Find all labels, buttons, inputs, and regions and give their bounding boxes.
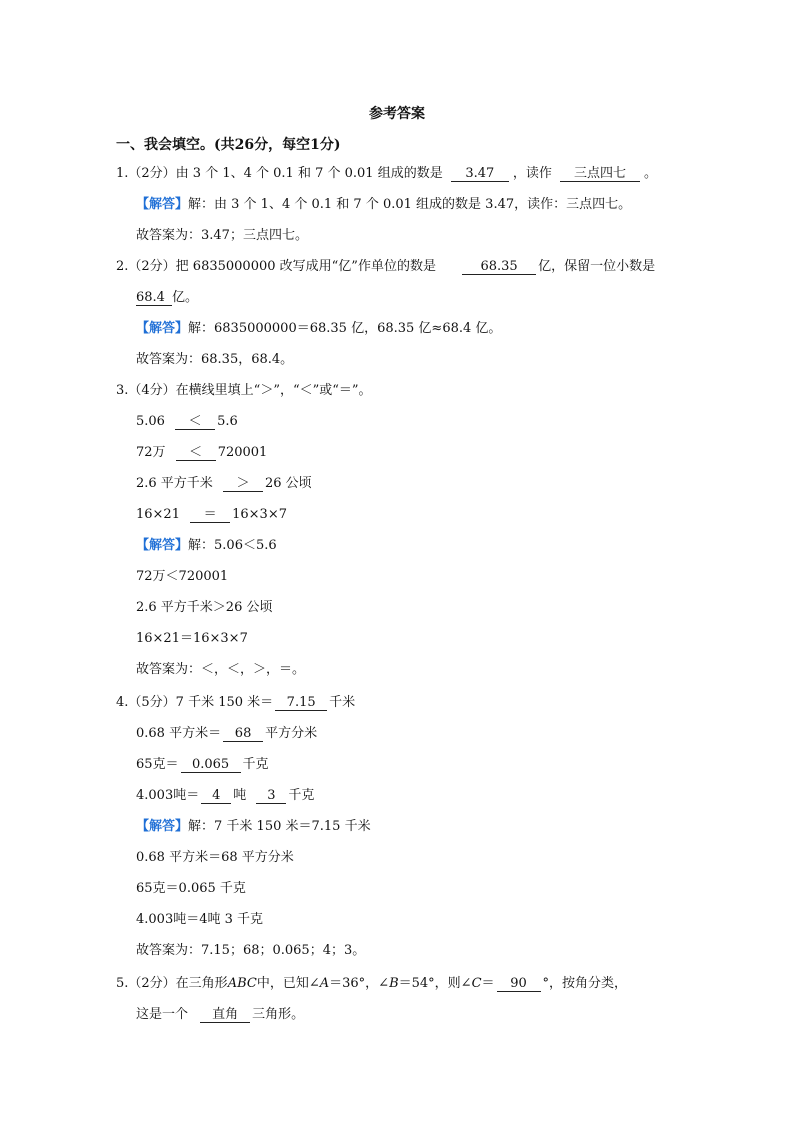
answer-line-3: 故答案为：＜，＜，＞，＝。: [136, 662, 306, 677]
question-text: 亿，保留一位小数是: [538, 259, 656, 274]
question-text: 2.（2分）把 6835000000 改写成用“亿”作单位的数是: [116, 259, 436, 274]
question-2-cont: [136, 289, 198, 307]
question-text: ＝36°，∠: [329, 976, 390, 991]
angle-label: C: [471, 976, 482, 991]
page-title: 参考答案: [369, 106, 425, 122]
answer-blank: 3.47: [451, 166, 509, 182]
answer-blank: 68.35: [462, 259, 536, 275]
row-left: 16×21: [136, 507, 180, 522]
row-left: 65克＝: [136, 757, 179, 772]
solution-text: 72万＜720001: [136, 569, 229, 584]
compare-row: [136, 506, 287, 524]
triangle-name: ABC: [227, 976, 257, 991]
solution-4: [136, 818, 371, 836]
answer-line-1: 故答案为：3.47；三点四七。: [136, 228, 308, 243]
question-4: [116, 694, 355, 712]
answer-blank: ＜: [176, 445, 216, 461]
answer-blank: 三点四七: [560, 166, 640, 182]
question-text: ＝54°，则∠: [398, 976, 472, 991]
solution-text: 解：由 3 个 1、4 个 0.1 和 7 个 0.01 组成的数是 3.47，读作：三点四七。: [188, 197, 632, 212]
convert-row: [136, 756, 269, 774]
row-left: 2.6 平方千米: [136, 476, 213, 491]
solution-text: 0.68 平方米＝68 平方分米: [136, 850, 294, 865]
answer-blank: 4: [201, 788, 231, 804]
question-text: 。: [644, 166, 658, 181]
question-text: 4.（5分）7 千米 150 米＝: [116, 695, 274, 710]
question-1: [116, 165, 657, 183]
answer-blank: 7.15: [275, 695, 327, 711]
question-text: ＝: [481, 976, 495, 991]
solution-text: 4.003吨＝4吨 3 千克: [136, 912, 264, 927]
convert-row: [136, 787, 314, 805]
answer-line-2: 故答案为：68.35，68.4。: [136, 352, 294, 367]
compare-row: [136, 444, 267, 462]
solution-text: 解：6835000000＝68.35 亿，68.35 亿≈68.4 亿。: [188, 321, 502, 336]
answer-blank: 90: [497, 976, 541, 992]
solution-tag: 【解答】: [136, 538, 189, 553]
question-2: [116, 258, 655, 276]
solution-tag: 【解答】: [136, 819, 189, 834]
compare-row: [136, 475, 312, 493]
answer-line-4: 故答案为：7.15；68；0.065；4；3。: [136, 943, 366, 958]
row-left: 5.06: [136, 414, 165, 429]
question-text: 5.（2分）在三角形: [116, 976, 228, 991]
compare-row: [136, 413, 238, 431]
answer-blank: ＝: [190, 507, 230, 523]
answer-blank: 68.4: [136, 290, 172, 306]
answer-blank: 3: [256, 788, 286, 804]
row-right: 720001: [217, 445, 268, 460]
solution-text: 解：7 千米 150 米＝7.15 千米: [188, 819, 371, 834]
question-text: 三角形。: [252, 1007, 305, 1022]
row-right: 5.6: [217, 414, 238, 429]
question-text: 这是一个: [136, 1007, 189, 1022]
solution-2: [136, 320, 501, 338]
solution-text: 16×21＝16×3×7: [136, 631, 248, 646]
unit: 千克: [242, 757, 269, 772]
question-text: 亿。: [172, 290, 199, 305]
question-text: ，读作: [512, 166, 552, 181]
answer-blank: 直角: [200, 1007, 250, 1023]
unit: 千米: [329, 695, 356, 710]
row-left: 4.003吨＝: [136, 788, 200, 803]
angle-label: A: [319, 976, 330, 991]
answer-blank: ＜: [175, 414, 215, 430]
section-heading: 一、我会填空。(共26分，每空1分): [116, 137, 341, 153]
angle-label: B: [389, 976, 399, 991]
question-3: 3.（4分）在横线里填上“＞”，“＜”或“＝”。: [116, 383, 372, 398]
solution-tag: 【解答】: [136, 321, 189, 336]
answer-blank: ＞: [223, 476, 263, 492]
question-text: 1.（2分）由 3 个 1、4 个 0.1 和 7 个 0.01 组成的数是: [116, 166, 443, 181]
unit: 吨: [233, 788, 247, 803]
solution-3: [136, 537, 277, 555]
row-right: 16×3×7: [232, 507, 287, 522]
question-text: 中，已知∠: [256, 976, 320, 991]
question-5-cont: [136, 1006, 304, 1024]
solution-1: [136, 196, 631, 214]
row-left: 0.68 平方米＝: [136, 726, 222, 741]
question-text: °，按角分类，: [542, 976, 628, 991]
unit: 平方分米: [265, 726, 318, 741]
solution-text: 2.6 平方千米＞26 公顷: [136, 600, 273, 615]
unit: 千克: [288, 788, 315, 803]
answer-blank: 0.065: [181, 757, 241, 773]
solution-text: 65克＝0.065 千克: [136, 881, 246, 896]
solution-text: 解：5.06＜5.6: [188, 538, 277, 553]
answer-blank: 68: [223, 726, 263, 742]
convert-row: [136, 725, 317, 743]
row-left: 72万: [136, 445, 166, 460]
row-right: 26 公顷: [264, 476, 312, 491]
question-5: [116, 975, 627, 993]
solution-tag: 【解答】: [136, 197, 189, 212]
